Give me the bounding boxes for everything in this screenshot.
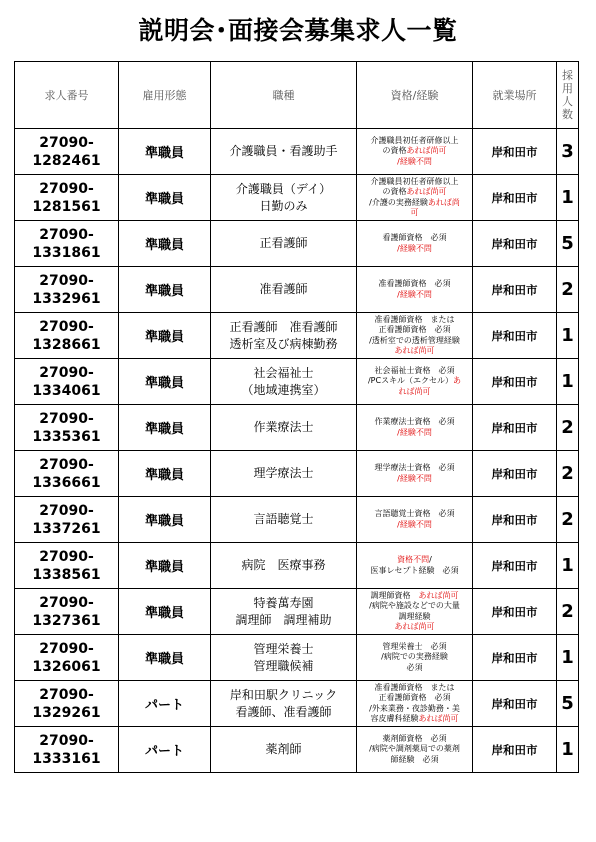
- workplace-cell: 岸和田市: [473, 175, 557, 221]
- table-row: [15, 175, 579, 221]
- job-type-line: 言語聴覚士: [253, 512, 314, 526]
- job-number-part: 1337261: [32, 520, 101, 537]
- qualification-cell: [357, 359, 473, 405]
- qualification-text: 看護師資格 必須: [382, 233, 447, 242]
- qualification-note-red: あれば尚可: [394, 346, 435, 355]
- job-number-cell: [15, 313, 119, 359]
- qualification-line: [359, 157, 470, 168]
- hires-count-cell: 1: [557, 727, 579, 773]
- job-number-part: 1326061: [32, 658, 101, 675]
- job-number-cell: [15, 405, 119, 451]
- workplace-cell: 岸和田市: [473, 405, 557, 451]
- job-number-cell: [15, 681, 119, 727]
- hires-count-cell: 1: [557, 543, 579, 589]
- hires-count-cell: 2: [557, 267, 579, 313]
- job-type-line: 特養萬寿園: [253, 595, 314, 610]
- job-number-part: 1338561: [32, 566, 101, 583]
- table-row: [15, 497, 579, 543]
- table-row: [15, 267, 579, 313]
- job-type-line: 介護職員・看護助手: [229, 144, 338, 158]
- qualification-line: [359, 244, 470, 255]
- qualification-text: /PCスキル（エクセル）: [367, 376, 454, 386]
- hires-count-cell: 1: [557, 175, 579, 221]
- qualification-text: 容皮膚科経験: [370, 714, 419, 723]
- qualification-line: [359, 325, 470, 336]
- hires-count-cell: 1: [557, 313, 579, 359]
- qualification-text: 調理経験: [398, 611, 431, 621]
- job-type-cell: [211, 727, 357, 773]
- qualification-line: [359, 336, 470, 347]
- qualification-line: [359, 734, 470, 745]
- job-number-part: 27090-: [39, 180, 94, 197]
- table-row: [15, 313, 579, 359]
- job-number-part: 27090-: [39, 686, 94, 703]
- job-number-part: 1281561: [32, 198, 101, 215]
- header-qualification: 資格/経験: [357, 62, 473, 129]
- qualification-line: [359, 146, 470, 157]
- qualification-text: /透析室での透析管理経験: [369, 335, 460, 345]
- qualification-text: /病院や調剤薬局での薬剤: [369, 744, 460, 754]
- qualification-text: /外来業務・夜診勤務・美: [369, 703, 460, 713]
- hires-count-cell: 1: [557, 635, 579, 681]
- qualification-line: [359, 601, 470, 612]
- qualification-text: の資格: [382, 146, 407, 156]
- job-number-part: 1336661: [32, 474, 101, 491]
- hires-count-cell: 5: [557, 221, 579, 267]
- qualification-line: [359, 474, 470, 485]
- qualification-cell: [357, 727, 473, 773]
- qualification-text: /介護の実務経験: [369, 197, 428, 207]
- job-number-part: 27090-: [39, 640, 94, 657]
- qualification-text: 正看護師資格 必須: [378, 325, 451, 334]
- table-row: [15, 129, 579, 175]
- job-type-line: 管理職候補: [253, 658, 314, 673]
- job-type-cell: [211, 635, 357, 681]
- qualification-line: [359, 714, 470, 725]
- workplace-cell: 岸和田市: [473, 635, 557, 681]
- job-number-part: 1329261: [32, 704, 101, 721]
- table-row: [15, 727, 579, 773]
- hires-count-cell: 2: [557, 451, 579, 497]
- table-row: [15, 543, 579, 589]
- qualification-line: [359, 663, 470, 674]
- workplace-cell: 岸和田市: [473, 359, 557, 405]
- qualification-text: の資格: [382, 187, 407, 196]
- job-number-part: 1331861: [32, 244, 101, 261]
- qualification-text: 准看護師資格 または: [374, 682, 455, 692]
- job-number-part: 1328661: [32, 336, 101, 353]
- job-listing-table: [14, 61, 579, 773]
- qualification-note-red: あれば尚可: [418, 714, 459, 723]
- qualification-line: [359, 612, 470, 623]
- table-row: [15, 405, 579, 451]
- qualification-cell: [357, 451, 473, 497]
- job-type-line: 看護師、准看護師: [235, 704, 332, 719]
- workplace-cell: 岸和田市: [473, 497, 557, 543]
- qualification-line: [359, 652, 470, 663]
- hires-count-cell: 5: [557, 681, 579, 727]
- qualification-line: [359, 683, 470, 694]
- job-number-part: 27090-: [39, 226, 94, 243]
- qualification-line: [359, 177, 470, 188]
- workplace-cell: 岸和田市: [473, 589, 557, 635]
- qualification-cell: [357, 175, 473, 221]
- qualification-note-red: あれば尚可: [418, 590, 459, 600]
- table-row: [15, 359, 579, 405]
- qualification-note-red: あれば尚可: [406, 187, 447, 196]
- workplace-cell: 岸和田市: [473, 267, 557, 313]
- header-job-type: 職種: [211, 62, 357, 129]
- qualification-note-red: あれば尚: [427, 197, 460, 207]
- workplace-cell: 岸和田市: [473, 129, 557, 175]
- job-number-cell: [15, 175, 119, 221]
- job-number-cell: [15, 727, 119, 773]
- job-number-part: 27090-: [39, 364, 94, 381]
- qualification-line: [359, 704, 470, 715]
- job-type-cell: [211, 405, 357, 451]
- hires-count-cell: 2: [557, 405, 579, 451]
- qualification-text: 医事レセプト経験 必須: [370, 565, 459, 575]
- hires-count-cell: 2: [557, 497, 579, 543]
- job-type-cell: [211, 451, 357, 497]
- employment-type-cell: 準職員: [119, 589, 211, 635]
- qualification-cell: [357, 221, 473, 267]
- employment-type-cell: 準職員: [119, 543, 211, 589]
- qualification-line: [359, 591, 470, 602]
- qualification-text: /病院での実務経験: [381, 652, 448, 662]
- job-type-cell: [211, 313, 357, 359]
- job-type-line: 正看護師 准看護師: [229, 319, 338, 334]
- qualification-text: 社会福祉士資格 必須: [374, 365, 455, 375]
- qualification-text: 言語聴覚士資格 必須: [374, 509, 455, 518]
- job-number-cell: [15, 451, 119, 497]
- qualification-line: [359, 463, 470, 474]
- qualification-line: [359, 346, 470, 357]
- table-row: [15, 681, 579, 727]
- job-type-cell: [211, 681, 357, 727]
- employment-type-cell: 準職員: [119, 129, 211, 175]
- qualification-cell: [357, 589, 473, 635]
- job-type-line: 理学療法士: [253, 466, 314, 480]
- hires-count-cell: 2: [557, 589, 579, 635]
- job-type-line: 社会福祉士: [253, 365, 314, 380]
- job-number-cell: [15, 589, 119, 635]
- job-type-cell: [211, 129, 357, 175]
- qualification-text: 管理栄養士 必須: [382, 641, 447, 651]
- job-type-line: 作業療法士: [253, 420, 314, 434]
- qualification-cell: [357, 313, 473, 359]
- job-number-part: 1334061: [32, 382, 101, 399]
- qualification-line: [359, 744, 470, 755]
- qualification-text: 調理師資格: [370, 590, 419, 600]
- hires-count-cell: 1: [557, 359, 579, 405]
- employment-type-cell: 準職員: [119, 451, 211, 497]
- qualification-text: 介護職員初任者研修以上: [370, 176, 459, 186]
- employment-type-cell: 準職員: [119, 497, 211, 543]
- qualification-line: [359, 315, 470, 326]
- qualification-note-red: あれば尚可: [406, 146, 447, 156]
- job-number-part: 27090-: [39, 134, 94, 151]
- workplace-cell: 岸和田市: [473, 727, 557, 773]
- job-number-part: 1333161: [32, 750, 101, 767]
- page-title: 説明会･面接会募集求人一覧: [138, 16, 458, 45]
- qualification-cell: [357, 635, 473, 681]
- workplace-cell: 岸和田市: [473, 221, 557, 267]
- qualification-text: 准看護師資格 または: [374, 314, 455, 324]
- qualification-line: [359, 136, 470, 147]
- qualification-line: [359, 520, 470, 531]
- job-type-line: 介護職員（デイ）: [235, 181, 332, 196]
- qualification-text: 正看護師資格 必須: [378, 693, 451, 702]
- qualification-text: 准看護師資格 必須: [378, 279, 451, 288]
- table-body: [15, 129, 579, 773]
- job-type-line: 透析室及び病棟勤務: [229, 336, 338, 351]
- job-number-part: 27090-: [39, 594, 94, 611]
- job-type-cell: [211, 175, 357, 221]
- qualification-text: /病院や施設などでの大量: [369, 601, 460, 610]
- qualification-line: [359, 208, 470, 219]
- table-row: [15, 589, 579, 635]
- employment-type-cell: 準職員: [119, 635, 211, 681]
- job-number-cell: [15, 497, 119, 543]
- job-type-line: 調理師 調理補助: [235, 612, 332, 627]
- job-type-line: 正看護師: [259, 236, 308, 250]
- qualification-note-red: /経験不問: [397, 519, 432, 529]
- job-type-cell: [211, 267, 357, 313]
- qualification-note-red: あれば尚可: [394, 622, 435, 631]
- qualification-cell: [357, 543, 473, 589]
- job-type-line: （地域連携室）: [241, 382, 326, 397]
- job-type-line: 岸和田駅クリニック: [229, 687, 338, 702]
- header-job-number: 求人番号: [15, 62, 119, 129]
- job-type-line: 病院 医療事務: [241, 558, 326, 572]
- qualification-line: [359, 366, 470, 377]
- table-row: [15, 451, 579, 497]
- employment-type-cell: 準職員: [119, 359, 211, 405]
- qualification-text: 理学療法士資格 必須: [374, 463, 455, 472]
- job-number-part: 1332961: [32, 290, 101, 307]
- qualification-line: [359, 417, 470, 428]
- job-number-part: 27090-: [39, 318, 94, 335]
- qualification-cell: [357, 681, 473, 727]
- table-row: [15, 221, 579, 267]
- job-number-part: 1335361: [32, 428, 101, 445]
- qualification-text: 必須: [406, 662, 423, 672]
- qualification-text: 薬剤師資格 必須: [382, 733, 447, 743]
- job-type-cell: [211, 221, 357, 267]
- employment-type-cell: 準職員: [119, 221, 211, 267]
- qualification-note-red: /経験不問: [397, 156, 432, 166]
- qualification-cell: [357, 267, 473, 313]
- job-type-line: 管理栄養士: [253, 641, 314, 656]
- employment-type-cell: 準職員: [119, 175, 211, 221]
- header-employment-type: 雇用形態: [119, 62, 211, 129]
- workplace-cell: 岸和田市: [473, 543, 557, 589]
- job-number-cell: [15, 543, 119, 589]
- job-number-part: 27090-: [39, 548, 94, 565]
- qualification-line: [359, 376, 470, 387]
- qualification-cell: [357, 497, 473, 543]
- qualification-text: 作業療法士資格 必須: [374, 417, 455, 426]
- qualification-note-red: あ: [453, 376, 462, 386]
- qualification-note-red: /経験不問: [397, 473, 432, 483]
- workplace-cell: 岸和田市: [473, 313, 557, 359]
- qualification-cell: [357, 405, 473, 451]
- qualification-line: [359, 428, 470, 439]
- header-hires: [557, 62, 579, 129]
- qualification-line: [359, 290, 470, 301]
- qualification-note-red: 可: [410, 208, 419, 217]
- employment-type-cell: 準職員: [119, 313, 211, 359]
- employment-type-cell: パート: [119, 681, 211, 727]
- qualification-line: [359, 198, 470, 209]
- job-number-part: 27090-: [39, 502, 94, 519]
- job-type-line: 日勤のみ: [259, 198, 308, 213]
- employment-type-cell: 準職員: [119, 405, 211, 451]
- qualification-line: [359, 642, 470, 653]
- employment-type-cell: パート: [119, 727, 211, 773]
- job-number-part: 1327361: [32, 612, 101, 629]
- qualification-note-red: /経験不問: [397, 427, 432, 437]
- qualification-text: /: [429, 555, 432, 564]
- qualification-line: [359, 693, 470, 704]
- job-number-cell: [15, 635, 119, 681]
- qualification-note-red: れば尚可: [398, 386, 431, 396]
- header-hires-label: 採用人数: [562, 69, 573, 121]
- workplace-cell: 岸和田市: [473, 451, 557, 497]
- qualification-note-red: 資格不問: [397, 555, 430, 564]
- qualification-text: 師経験 必須: [390, 754, 439, 764]
- job-type-cell: [211, 543, 357, 589]
- qualification-line: [359, 555, 470, 566]
- job-type-line: 准看護師: [259, 282, 308, 296]
- workplace-cell: 岸和田市: [473, 681, 557, 727]
- qualification-line: [359, 387, 470, 398]
- job-type-cell: [211, 589, 357, 635]
- job-number-cell: [15, 129, 119, 175]
- qualification-line: [359, 509, 470, 520]
- job-type-line: 薬剤師: [265, 742, 302, 756]
- job-type-cell: [211, 359, 357, 405]
- job-type-cell: [211, 497, 357, 543]
- qualification-text: 介護職員初任者研修以上: [370, 135, 459, 145]
- table-row: [15, 635, 579, 681]
- qualification-note-red: /経験不問: [397, 289, 432, 299]
- table-header-row: [15, 62, 579, 129]
- header-workplace: 就業場所: [473, 62, 557, 129]
- job-number-cell: [15, 221, 119, 267]
- qualification-cell: [357, 129, 473, 175]
- job-number-part: 1282461: [32, 152, 101, 169]
- qualification-line: [359, 566, 470, 577]
- hires-count-cell: 3: [557, 129, 579, 175]
- qualification-note-red: /経験不問: [397, 243, 432, 253]
- job-number-part: 27090-: [39, 410, 94, 427]
- job-number-part: 27090-: [39, 456, 94, 473]
- job-number-part: 27090-: [39, 272, 94, 289]
- employment-type-cell: 準職員: [119, 267, 211, 313]
- qualification-line: [359, 187, 470, 198]
- qualification-line: [359, 233, 470, 244]
- job-number-part: 27090-: [39, 732, 94, 749]
- qualification-line: [359, 279, 470, 290]
- qualification-line: [359, 755, 470, 766]
- job-number-cell: [15, 267, 119, 313]
- qualification-line: [359, 622, 470, 633]
- job-number-cell: [15, 359, 119, 405]
